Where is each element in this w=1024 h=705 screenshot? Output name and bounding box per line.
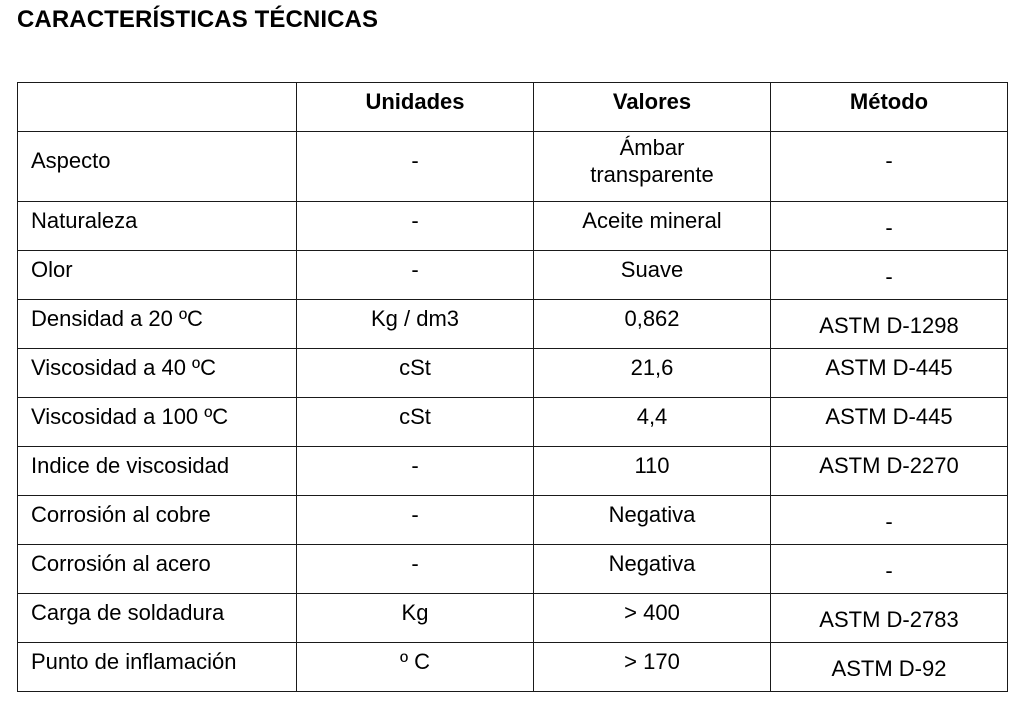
table-header-row	[18, 83, 1008, 132]
table-row	[18, 202, 1008, 251]
row-value: Aceite mineral	[534, 202, 771, 251]
row-unit: cSt	[297, 349, 534, 398]
row-unit: -	[297, 251, 534, 300]
table-row	[18, 594, 1008, 643]
table-row	[18, 251, 1008, 300]
header-method: Método	[771, 83, 1008, 132]
row-value: > 170	[534, 643, 771, 692]
row-property: Viscosidad a 100 ºC	[18, 398, 297, 447]
row-unit: º C	[297, 643, 534, 692]
table-row	[18, 132, 1008, 202]
row-property: Aspecto	[18, 132, 297, 202]
row-method: ASTM D-1298	[771, 300, 1008, 349]
header-units: Unidades	[297, 83, 534, 132]
row-method: -	[771, 132, 1008, 202]
technical-specs-table	[17, 82, 1008, 692]
header-values: Valores	[534, 83, 771, 132]
row-method: ASTM D-445	[771, 349, 1008, 398]
row-unit: -	[297, 447, 534, 496]
row-property: Carga de soldadura	[18, 594, 297, 643]
table-row	[18, 398, 1008, 447]
row-property: Viscosidad a 40 ºC	[18, 349, 297, 398]
row-unit: -	[297, 545, 534, 594]
row-value: 21,6	[534, 349, 771, 398]
row-value: 0,862	[534, 300, 771, 349]
row-value: Negativa	[534, 496, 771, 545]
header-property	[18, 83, 297, 132]
row-method: ASTM D-445	[771, 398, 1008, 447]
row-property: Indice de viscosidad	[18, 447, 297, 496]
row-method: -	[771, 251, 1008, 300]
row-method: -	[771, 496, 1008, 545]
row-value: 110	[534, 447, 771, 496]
row-property: Corrosión al cobre	[18, 496, 297, 545]
table-row	[18, 643, 1008, 692]
row-unit: Kg / dm3	[297, 300, 534, 349]
row-property: Densidad a 20 ºC	[18, 300, 297, 349]
table-row	[18, 496, 1008, 545]
table-row	[18, 545, 1008, 594]
row-unit: -	[297, 202, 534, 251]
row-unit: -	[297, 496, 534, 545]
row-property: Naturaleza	[18, 202, 297, 251]
row-value: Suave	[534, 251, 771, 300]
page-title: CARACTERÍSTICAS TÉCNICAS	[17, 6, 379, 33]
row-method: -	[771, 202, 1008, 251]
row-value-line: transparente	[590, 162, 714, 187]
row-method: ASTM D-2270	[771, 447, 1008, 496]
row-method: ASTM D-92	[771, 643, 1008, 692]
row-value: 4,4	[534, 398, 771, 447]
row-value-line: Ámbar	[619, 135, 685, 160]
row-value: > 400	[534, 594, 771, 643]
row-unit: Kg	[297, 594, 534, 643]
row-method: ASTM D-2783	[771, 594, 1008, 643]
table-row	[18, 349, 1008, 398]
row-unit: -	[297, 132, 534, 202]
row-property: Corrosión al acero	[18, 545, 297, 594]
row-property: Punto de inflamación	[18, 643, 297, 692]
row-property: Olor	[18, 251, 297, 300]
row-unit: cSt	[297, 398, 534, 447]
table-row	[18, 447, 1008, 496]
row-value: Negativa	[534, 545, 771, 594]
row-method: -	[771, 545, 1008, 594]
table-row	[18, 300, 1008, 349]
row-value	[534, 132, 771, 202]
